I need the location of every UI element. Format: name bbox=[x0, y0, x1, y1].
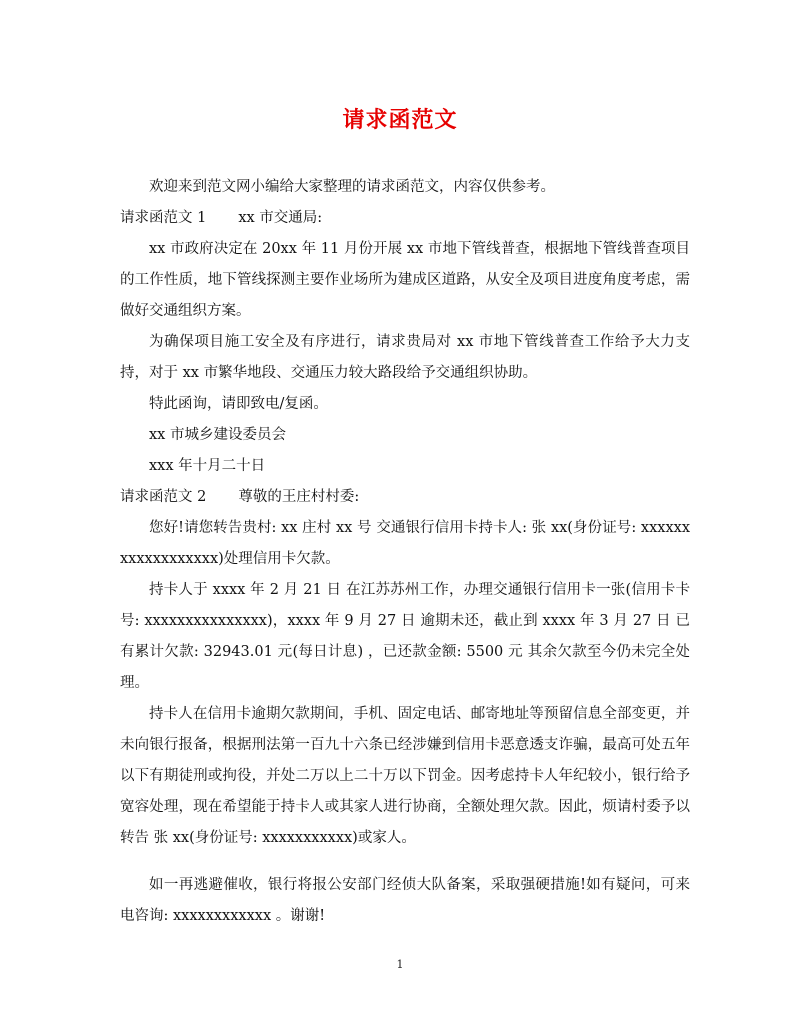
sample2-paragraph-3: 持卡人在信用卡逾期欠款期间，手机、固定电话、邮寄地址等预留信息全部变更，并未向银行报备，根据刑法第一百九十六条已经涉嫌到信用卡恶意透支诈骗，最高可处五年以下有期徒刑或拘役，并处二万以上二十万以下罚金。因考虑持卡人年纪较小，银行给予宽容处理，现在希望能于持卡人或其家人进行协商，全额处理欠款。因此，烦请村委予以转告 张 xx(身份证号: xxxxxxxxxxx)或家人。 bbox=[120, 706, 690, 846]
sample1-signer: xx 市城乡建设委员会 bbox=[149, 427, 286, 443]
sample2-recipient: 尊敬的王庄村村委: bbox=[238, 489, 360, 505]
sample1-date: xxx 年十月二十日 bbox=[149, 458, 266, 474]
sample2-label: 请求函范文 2 bbox=[120, 489, 207, 505]
sample1-heading bbox=[120, 203, 690, 234]
sample1-label: 请求函范文 1 bbox=[120, 210, 207, 226]
sample1-paragraph-2: 为确保项目施工安全及有序进行，请求贵局对 xx 市地下管线普查工作给予大力支持，对于 xx 市繁华地段、交通压力较大路段给予交通组织协助。 bbox=[120, 334, 690, 381]
sample1-paragraph-3: 特此函询，请即致电/复函。 bbox=[149, 396, 328, 412]
document-body bbox=[120, 172, 690, 932]
sample1-recipient: xx 市交通局: bbox=[238, 210, 323, 226]
sample1-paragraph-1: xx 市政府决定在 20xx 年 11 月份开展 xx 市地下管线普查，根据地下管线普查项目的工作性质，地下管线探测主要作业场所为建成区道路，从安全及项目进度角度考虑，需做好交通组织方案。 bbox=[120, 241, 690, 319]
sample2-paragraph-2: 持卡人于 xxxx 年 2 月 21 日 在江苏苏州工作，办理交通银行信用卡一张(信用卡卡号: xxxxxxxxxxxxxxx)，xxxx 年 9 月 27 日 逾期未还，截止到 xxxx 年 3 月 27 日 已有累计欠款: 32943.01 元(每日计息) ，已还款金额: 5500 元 其余欠款至今仍未完全处理。 bbox=[120, 582, 690, 691]
page-number: 1 bbox=[396, 958, 404, 971]
sample2-paragraph-4: 如一再逃避催收，银行将报公安部门经侦大队备案，采取强硬措施!如有疑问，可来电咨询: xxxxxxxxxxxx 。谢谢! bbox=[120, 877, 690, 924]
intro-paragraph: 欢迎来到范文网小编给大家整理的请求函范文，内容仅供参考。 bbox=[149, 179, 555, 195]
document-title: 请求函范文 bbox=[342, 107, 458, 133]
sample2-paragraph-1: 您好!请您转告贵村: xx 庄村 xx 号 交通银行信用卡持卡人: 张 xx(身份证号: xxxxxxxxxxxxxxxxxx)处理信用卡欠款。 bbox=[120, 520, 690, 567]
sample2-heading bbox=[120, 482, 690, 513]
